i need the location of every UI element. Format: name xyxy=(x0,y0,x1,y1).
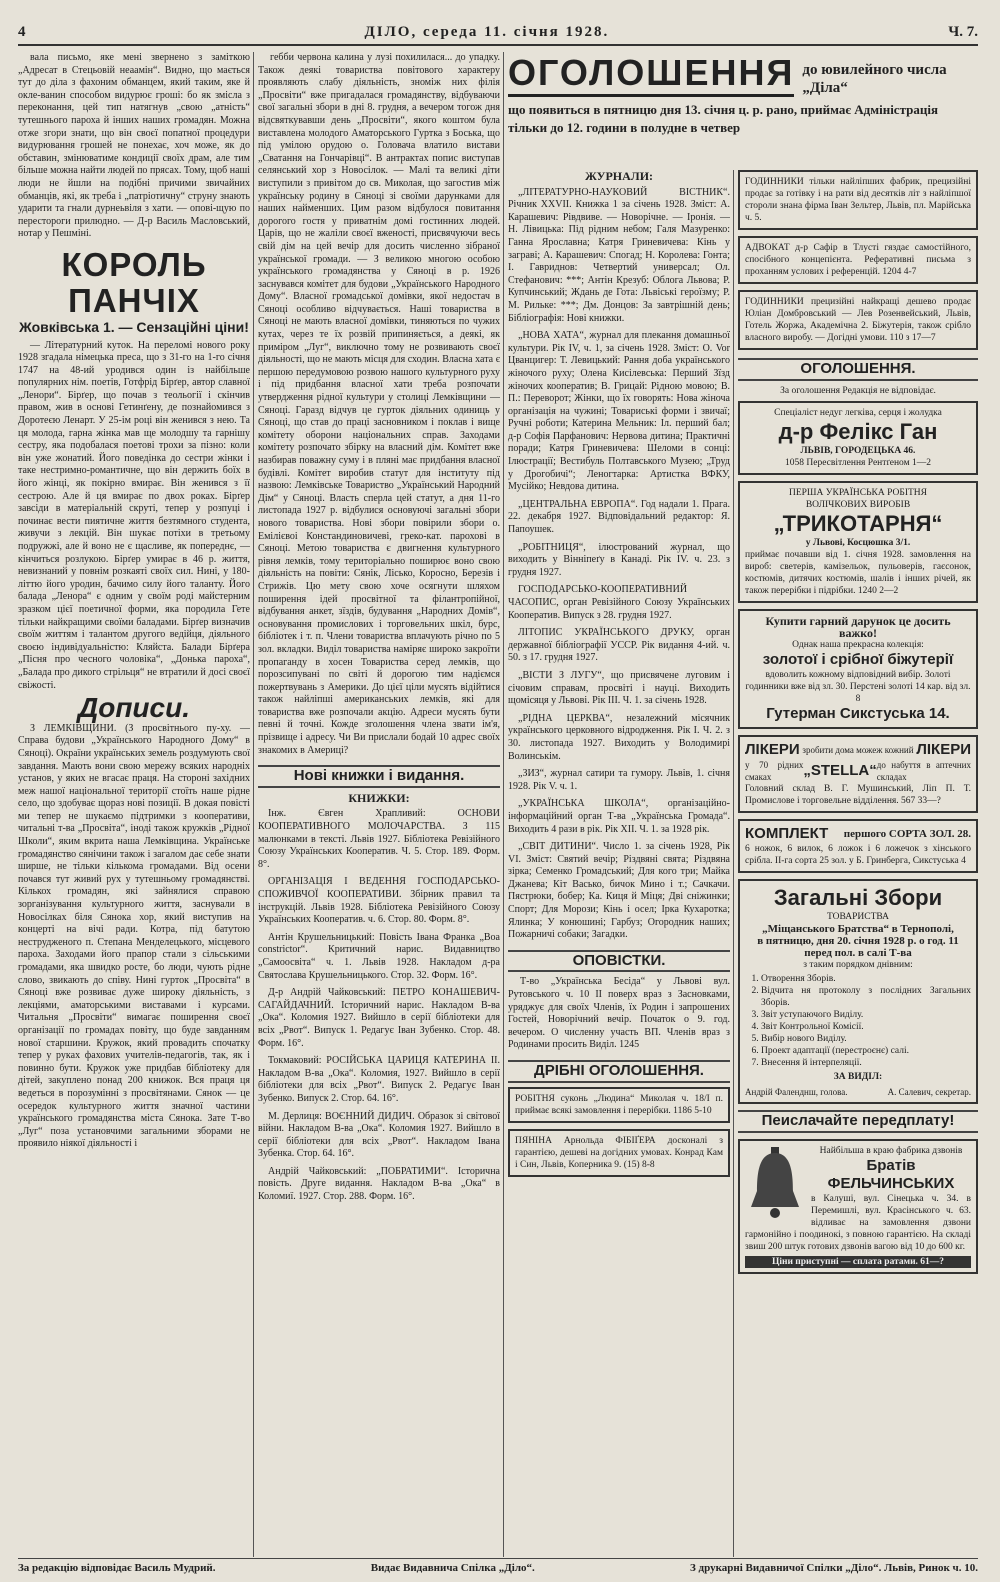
journal-entry: „ВІСТИ З ЛУГУ“, що присвячене луговим і січовим справам, просвіті і науці. Виходить щомісяця у Львові. Рік III. Ч. 1. за січень 1928. xyxy=(508,669,730,707)
journal-entry: „РОБІТНИЦЯ“, ілюстрований журнал, що виходить у Вінніпеґу в Канаді. Рік IV. ч. 23. з грудня 1927. xyxy=(508,541,730,578)
bell-body: в Калуші, вул. Сінецька ч. 34. в Перемишлі, вул. Красінського ч. 63. відливає на замовлення дзвони гармонійно і поодинокі, з повною гарантією. На складі звиш 200 штук готових дзвонів вагою від 10 до 600 кг. xyxy=(745,1193,971,1252)
book-entry: Д-р Андрій Чайковський: ПЕТРО КОНАШЕВИЧ-САГАЙДАЧНИЙ. Історичний нарис. Накладом В-ва „Ока“. Коломия 1927. Вийшло в серії бібліотеки для всіх „Рвот“. Випуск 1. Редагує Іван Зубенко. Стор. 48. Форм. 16°. xyxy=(258,987,500,1049)
column-2 xyxy=(258,52,500,1557)
tailor-ad xyxy=(508,1087,730,1123)
knitwear-line-2: ВОЛІЧКОВИХ ВИРОБІВ xyxy=(805,500,911,511)
column-3 xyxy=(508,52,730,1557)
jewelry-title: Купити гарний дарунок це досить важко! xyxy=(765,614,951,641)
assembly-title: Загальні Збори xyxy=(773,885,943,911)
assembly-agenda xyxy=(761,973,971,1069)
tailor-ad-text: РОБІТНЯ суконь „Людина“ Миколая ч. 18/І п. приймає всякі замовлення і перерібки. 1186 5-10 xyxy=(515,1093,723,1116)
watch-ad-2-text: ГОДИННИКИ прецизійні найкращі дешево продає Юліан Домбровський — Лев Розенвейський, Львів, Готель Жоржа, Академічна 2. Біжутерія, також срібло власного виробу. — Догідні умови. 110 з 17—7 xyxy=(745,297,971,343)
masthead-date: ДІЛО, середа 11. січня 1928. xyxy=(364,23,610,40)
agenda-item: 2. Відчита ня протоколу з послідних Загальних Зборів. xyxy=(761,985,971,1009)
jewelry-firm: Гутерман Сикстуська 14. xyxy=(766,705,950,723)
column-rule xyxy=(503,52,504,1557)
journal-entry: „ЗИЗ“, журнал сатири та гумору. Львів, 1. січня 1928. Рік V. ч. 1. xyxy=(508,768,730,792)
assembly-ad xyxy=(738,879,978,1104)
jewelry-items: золотої і срібної біжутерії xyxy=(762,651,954,669)
section-title-ads: ОГОЛОШЕННЯ. xyxy=(738,358,978,381)
liquor-right: до набуття в аптечних складах xyxy=(876,760,971,783)
journal-entry: „СВІТ ДИТИНИ“. Число 1. за січень 1928, Рік VI. Зміст: Святий вечір; Різдвяні свята; Різдвяна зірка; Семенко Громадський; Для кого три; Майка Джанева; Кіт Васько, бичок Мино і т.; Сачкачи. Пястрюки, бобер; Ка. Киця й Міця; Дві сніжинки; Спорт; Для Морози; Кінь і осел; Ірка Кухаротка; Ялинка; У конюшині; Гарбуз; Огородник наших; Пожарничі собаки; Загадки. xyxy=(508,841,730,941)
bell-title: Найбільша в краю фабрика дзвонів xyxy=(819,1145,963,1156)
watch-ad xyxy=(738,170,978,230)
doctor-ad xyxy=(738,401,978,475)
bell-firm: Братів ФЕЛЬЧИНСЬКИХ xyxy=(827,1156,955,1192)
bell-prices: Ціни приступні — сплата ратами. 61—? xyxy=(745,1256,971,1268)
jewelry-body: вдоволить кожному відповідний вибір. Золоті годинники вже від зл. 30. Перстені золоті 14 кар. від зл. 8 xyxy=(745,670,971,705)
cutlery-title: КОМПЛЕКТ xyxy=(745,825,829,843)
liquor-left: у 70 рідних смаках xyxy=(745,760,804,783)
agenda-item: 5. Вибір нового Виділу. xyxy=(761,1033,971,1045)
column-4 xyxy=(738,52,978,1557)
journal-entry: ЛІТОПИС УКРАЇНСЬКОГО ДРУКУ, орган державної бібліографії УССР. Рік видання 4-ий. ч. 50. з 17. грудня 1927. xyxy=(508,627,730,664)
stocking-ad-subtitle: Жовківська 1. — Сензаційні ціни! xyxy=(19,318,249,335)
jewelry-sub: Однак наша прекрасна колекція: xyxy=(792,640,924,651)
page-header xyxy=(18,20,978,46)
cutlery-body: 6 ножок, 6 вилок, 6 ложок і 6 ложечок з хінського срібла. II-га сорта 25 зол. у Б. Гринберга, Сикстуська 4 xyxy=(745,844,971,867)
doctor-specialty: Спеціаліст недуг легківа, серця і жолудка xyxy=(774,408,942,419)
journal-entry: ГОСПОДАРСЬКО-КООПЕРАТИВНИЙ ЧАСОПИС, орган Ревізійного Союзу Українських Кооператив. Випуск з 28. грудня 1927. xyxy=(508,584,730,621)
assembly-when: в пятницю, дня 20. січня 1928 р. о год. 11 перед пол. в салі Т-ва xyxy=(757,935,959,960)
journal-entry: „НОВА ХАТА“, журнал для плекання домашньої культури. Рік IV, ч. 1, за січень 1928. Зміст: О. Vor Цванцигер: Т. Левицький: Рання доба українського жіночого руху; Олена Кисілевська: Перший Зїзд жіночих кооператив; В. Грицай: Рідною мовою; В. П.: Переворот; Жінки, що їх говорять: Нова жіноча організація на чужині; Товариські форми і звичаї; Ручні роботи; Катерина Мельник: Іл. перший бал; д-р Софія Парфанович: Нервова дитина; Практичні поради; Катря Гриневичева: Шеломи в сонці: Ілюстрації; Вестибуль Полтавського Музею; „Труд у Дрогобичі“; Леногтарка: Артистка ВФКУ, Мусійко; Невдова дитина. xyxy=(508,330,730,493)
journals-label: ЖУРНАЛИ: xyxy=(584,169,654,183)
assembly-org-2: „Міщанського Братства“ в Тернополі, xyxy=(762,923,954,936)
issue-number: Ч. 7. xyxy=(948,23,978,40)
assembly-signature-2: А. Салевич, секретар. xyxy=(887,1087,971,1098)
lawyer-ad-text: АДВОКАТ д-р Сафір в Тлусті гяздає самостійного, спосібного концепієнта. Реферативні письма з проханням услових і референцій. 1204 4-7 xyxy=(745,243,971,277)
watch-ad-text: ГОДИННИКИ тільки найліпших фабрик, прецизійні продає за готівку і на рати від десятків літ з найліпшої стороли знана фірма Іван Зельтер, Львів, пл. Марійська ч. 5. xyxy=(745,177,971,223)
page-number: 4 xyxy=(18,23,26,40)
liquor-brand: „STELLA“ xyxy=(803,762,877,780)
ads-disclaimer: За оголошення Редакція не відповідає. xyxy=(780,385,936,396)
liquor-body: Головний склад В. Г. Мушинський, Ліп П. Т. Промислове і торговельне відділення. 567 33—? xyxy=(745,784,971,807)
watch-ad-2 xyxy=(738,290,978,350)
knitwear-line-1: ПЕРША УКРАЇНСЬКА РОБІТНЯ xyxy=(788,488,928,499)
book-entry: Антін Крушельницький: Повість Івана Франка „Boa constrictor“. Критичний нарис. Видавництво „Самоосвіта“ ч. 1. Львів 1928. Накладом д-ра Святослава Крушельницького. Стор. 32. Форм. 16°. xyxy=(258,931,500,981)
doctor-name: д-р Фелікс Ган xyxy=(778,419,938,445)
journal-entry: „ЦЕНТРАЛЬНА ЕВРОПА“. Год надали 1. Прага. 22. декабря 1927. Відповідальний редактор: Я. Папоушек. xyxy=(508,498,730,536)
letter-text: вала письмо, яке мені звернено з заміткою „Адресат в Стецьовій неаамін“. Видно, що мається тут до діла з фахоним обманцем, який таким, яке й окле-ванин способом видурює гроші: бо як змісла з переконання, цей тип натягнув „свою „атність“ тутешнього пароха й інших наших громадян. Можна отже згори знати, що він своєї попатної процедури видурювання грошей не понехає, хоч може, як до обставин, змінюватиме кондиції своїх драм, але тим більше можна найти людей по прясах. Тому, щоб наші люди не йшли на подібні причими звичайних обманців, які, як треба і „патріотичну“ струну знають ударити та гнали дурнеьвіля з хати. — опові-щую по перестороги прилюдно. — Д-р Василь Масловський, нотар у Пешміні. xyxy=(18,52,250,240)
bell-foundry-ad xyxy=(738,1139,978,1274)
announcement-title-suffix: до ювилейного числа „Діла“ xyxy=(802,62,947,96)
assembly-board: ЗА ВИДІЛ: xyxy=(833,1072,883,1083)
liquor-title-right: ЛІКЕРИ xyxy=(916,741,971,759)
book-entry: Інж. Євген Храпливий: ОСНОВИ КООПЕРАТИВНОГО МОЛОЧАРСТВА. З 115 малюнками в тексті. Львів 1927. Бібліотека Ревізійного Союзу Українських Кооператив. Ч. 5. Стор. 189. Форм. 8°. xyxy=(258,808,500,870)
column-1 xyxy=(18,52,250,1557)
jewelry-ad xyxy=(738,609,978,729)
journal-entry: „УКРАЇНСЬКА ШКОЛА“, організаційно-інформаційний орган Т-ва „Українська Громада“. Виходить 4 рази в рік. Рік XII. Ч. 1. за 1928 рік. xyxy=(508,798,730,835)
sianok-article-continued: гебби червона калина у лузі похилилася... до упадку. Також деякі товариства повітового характеру проявляють слабу діяльність, зноміж них філія „Просвіти“ вже пригадалася громадянству, відбуваючи свої загальні збори в дні 8. грудня, а вечером тогож дня відсвяткувавши день „Просвіти“, якого коштом була виставлена молодого Аматорського Гуртка з Боська, що під умілою орудою о. Головача влатило вистави „Сватання на Гончарівці“. В антрактах попис виступав селянський хор з Новосілок. — Малі та великі діти виступили з привітом до св. Миколая, що загостив між українську родину в Сяноці зі своїми дарунками для наших найменших. Цим разом відбулося повитання дорогого гостя у приватнім домі гостинних людей. Царів, що не жаліли своєї вженості, присвячуючи весь свій дім на цей вечір для досить численно зібраної української громади. — З великою многою особою українського громадянства у Сяноці в р. 1926 заснувався комітет для будови „Українського Народного Дому“. Власної громадської домівки, якої недостач в Сяноці особливо відчувається. Наші товариства в Сяноці не мають власної домівки, тиняються по чужих кутах, через те їх розвій припиняється, а деякі, як приміром „Луг“, виключно тому не розвивають своєї діяльності, що не мають місця для сходин. Власна хата є першою передумовою розвою нашого культурного руху і під придбання власної хати треба розпочати утвердження рідної культури у столиці Лемківщини — Сяноці. Гаразд відчув це гурток діяльних одиниць у Сяноці, що став до праці засновником і поклав і вище комітету оборони національних справ. Заходами комітету розпочато збірку на власний дім. Комітет вже назбирав поважну суму і в пляні має придбання власної будівлі. Комітет виробив статут для інституту під назвою: Лемківське Товариство „Український Народний Дім“ у Сяноці. Власть сперла цей статут, а дня 11-го листопада 1927 р. відбулися основуючі загальні збори нового товариства. Нові збори повірили збори о. Емілієвоі Констандиновичеві, греко-кат. парохові в Сяноці. Метою товариства є двигнення культурного рівня лемків, тому територіально поширює воно свою діяльність на повіти: Сянік, Лісько, Коросно, Березів і Стрижів. Цю мету свою хоче осягнути шляхом поширення ідей просвітної та філантропійної, відбування анкет, зїздів, будування „Народних Домів“, основування промислових і торговельних шкіл, бурс, бібліотек і т. п. Члени товариства вплачують річно по 5 зол. вкладки. Виділ товариства наміряє широко закроїти пропаганду в хосен Товариства серед лемків, що порозсипувані по світі й дорогою тим надіємся пожертвувань з Америки. До цієї ціли мусять відійтися також найліпші американських лемків, які для товариства вже розпочали акцію. Адреси мусять бути певні й точні. Кожде зголошення члена звати ім'я, прізвище і адресу. Чи Ви прислали бодай 10 адрес своїх знакомих в Америці? xyxy=(258,52,500,756)
notice-text: Т-во „Українська Бесіда“ у Львові вул. Рутовського ч. 10 ІІ поверх враз з Засновками, уряджує для своїх Членів, їх Родин і запрошених Гостей, Новорічний вечір. Початок о 9. год. вечером. О численну участь ВП. Членів враз з Родинами просить Виділ. 1245 xyxy=(508,976,730,1051)
doctor-address: ЛЬВІВ, ГОРОДЕЦЬКА 46. xyxy=(800,446,916,457)
footer-publisher: Видає Видавнича Спілка „Діло“. xyxy=(370,1562,535,1574)
knitwear-ad xyxy=(738,481,978,603)
lemkivshchyna-article: З ЛЕМКІВЩИНИ. (З просвітнього пу-ху. — Справа будови „Українського Народного Дому“ в Сяноці). Окраїни українських земель роздумують свої завдання. Мають вони свою мережу всяких народніх установ, у яких не вгасає праця. На стороні західних меж нашої національної території стоїть наше рідне село, що здобуває щораз нові позиції. В докая повісті ми тепер не шукаємо підтримки з кооперативи, читальні т-ва „Просвіта“, іноді також кружків „Рідної Школи“, яким вкрита наша Лемківщина. Українське громадянство сянічини також і загалом дає себе знати ширше, не тільки кількома громадами. Від осени почався тут живий рух у тутешньому громадянстві. Кількох громадян, які зайнялися справою зорганізування культурного життя, заснували в Новосілках біля Сянока хор, який виступив на концерті на вічі ради. Котра, під батутою неструдженого п. Степана Менделецького, місцевого пароха. Заходами його прапор стали з сільськими громадами, яка швидко росте, бо люди, чують рідне слово, звикають до співу. Нині гурток „Просвіта“ в Сяноці вже розвиває дуже широку діяльність, з лекціями, аматорськими виставами і курсами. Читальня „Просвіти“ вимагає поширення своєї організації по громадах повіту, що буде завданням нової старшини. Кружок, який провадить спочатку тепер у руках фахових учителів-педагогів, так, як і повинно бути. Кружок уже придбав бібліотеку для дітей, закуплено понад 200 книжок. Вся праця ця ведеться в порозумінні з просвітянами. Сянок — це осередок культурного життя значної частини українського громадянства міста Сянока. Зате Т-во „Луг“ поза установчими загальними зборами не проявило ніякої діяльності і xyxy=(18,722,250,1150)
liquor-ad xyxy=(738,735,978,813)
footer-editor: За редакцію відповідає Василь Мудрий. xyxy=(18,1562,216,1574)
doctor-xray: 1058 Пересвітлення Рентґеном 1—2 xyxy=(785,458,931,469)
books-label: КНИЖКИ: xyxy=(348,790,410,805)
agenda-item: 4. Звіт Контрольної Комісії. xyxy=(761,1021,971,1033)
assembly-agenda-label: з таким порядком днівним: xyxy=(803,960,913,971)
literary-article: — Літературний куток. На переломі нового року 1928 згадала німецька преса, що з 31-го на 1-го січня 1747 на 48-ий уродився один із найбільше популярних нім. поетів, Готфрід Бірґер, автор славної „Ленори“. Бірґер, що почав з теольогії і скінчив правом, жив в основі Гетинґену, де познайомився з Доротеєю Ленарт. У 25-ім році він женився з нею. Та ця молода, гарна жінка мав ще молодшу та гарнішу сестру, яка подобалася поетові трохи за пізно: коли він уже жонатий. Його поведінка до сестри жінки і таке нестримно-романтичне, що він держить боїх в його жінці, як покірно вмирає. Він женився з її сестрою. Але й ця вмирає по двох роках. Бірґер завсіди в матеріальній скруті, тепер у розпуці і починає вести пиятичне життя безтямного студента, живучи з лекцій. Він шукає потіхи в третьому подружжі, але й воно не є щасливе, як попереднє, — кінчиться розлукою. Бірґер умирає в 46 р. життя, невизнаний у повнім розкаяті своїх сил. Нині, у 180-літтю його уродин, бачимо силу його таланту. Його балада „Ленора“ є одним у своїм роді майстерним зразком цієї поетичної форми, яка породила Гете тільки найкращими своїми баладами. Бірґер визначив своїм життям і талантом другого ведійця, діяльного своєю індивідуальністю: Кляйста. Балади Бірґера „Пісня про чесного чоловіка“, „Донька пароха“, „Балада про дикого стрільця“ не втратили й досі своєї свіжості. xyxy=(18,339,250,691)
agenda-item: 7. Внесення й інтерпеляції. xyxy=(761,1057,971,1069)
agenda-item: 3. Звіт уступаючого Виділу. xyxy=(761,1009,971,1021)
journal-entry: „РІДНА ЦЕРКВА“, незалежний місячник українського церковного відродження. Рік І. Ч. 2. з 30. листопада 1927. Виходить у Володимирі Волинськім. xyxy=(508,712,730,762)
book-entry: ОРГАНІЗАЦІЯ І ВЕДЕННЯ ГОСПОДАРСЬКО-СПОЖИВЧОЇ КООПЕРАТИВИ. Збірник правил та інструкцій. Львів 1928. Бібліотека Ревізійного Союзу Українських Кооператив. ч. 6. Стор. 80. Форм. 8°. xyxy=(258,876,500,926)
page-footer xyxy=(18,1558,978,1582)
journal-entry: „ЛІТЕРАТУРНО-НАУКОВИЙ ВІСТНИК“. Річник XXVII. Книжка 1 за січень 1928. Зміст: А. Карашевич: Рівдвиве. — Новорічне. — Іронія. — Н. Лівицька: Під рідним небом; Галя Мазуренко: Ганна Ярославна; Катря Гриневичева: Кінь у загравi; А. Карашевич: Спогад; Н. Королева: Гонта; І. Гавриднов: Четвертий универсал; Ол. Стефанович: ***; Антін Крезуб: Облога Львова; Р. Купчинський; Ждань де Гота: Львіські героїзму; Р. М. Рильке: ***; Дм. Донцов: За завтрішній день; Бібліографія: Нові книжки. xyxy=(508,186,730,324)
knitwear-body: приймає почавши від 1. січня 1928. замовлення на вироб: светерів, камізельок, пульоверів, гаєсонок, костюмів, дитячих костюмів, шалів і інших річей, як також перерібки і підрібки. 1240 2—2 xyxy=(745,550,971,597)
stocking-ad-title: КОРОЛЬ ПАНЧІХ xyxy=(61,245,207,319)
subscribe-notice: Пеислачайте передплату! xyxy=(738,1110,978,1133)
column-rule xyxy=(733,170,734,1557)
footer-printer: З друкарні Видавничої Спілки „Діло“. Львів, Ринок ч. 10. xyxy=(689,1562,978,1574)
knitwear-name: „ТРИКОТАРНЯ“ xyxy=(773,511,943,537)
lawyer-ad xyxy=(738,236,978,284)
announcement-text: що появиться в пятницю дня 13. січня ц. р. рано, приймає Адміністрація тільки до 12. години в полудне в четвер xyxy=(508,102,938,135)
section-title-dopysy: Дописи. xyxy=(78,692,190,724)
liquor-title-left: ЛІКЕРИ xyxy=(745,741,800,759)
cutlery-sub: першого СОРТА ЗОЛ. 28. xyxy=(843,828,971,841)
announcement-title: ОГОЛОШЕННЯ xyxy=(508,52,794,97)
bell-icon xyxy=(745,1145,805,1225)
section-title-books: Нові книжки і видання. xyxy=(258,765,500,788)
assembly-org-1: ТОВАРИСТВА xyxy=(826,912,890,923)
book-entry: Токмаковий: РОСІЙСЬКА ЦАРИЦЯ КАТЕРИНА II. Накладом В-ва „Ока“. Коломия, 1927. Вийшло в серії бібліотеки для всіх „Рвот“. Випуск 2. Редагує Іван Зубенко. Випуск 2. Стор. 64. 16°. xyxy=(258,1055,500,1104)
cutlery-ad xyxy=(738,819,978,873)
book-entry: Андрій Чайковський: „ПОБРАТИМИ“. Історична повість. Друге видання. Накладом В-ва „Ока“ в Коломиї. 1927. Стор. 288. Форм. 16°. xyxy=(258,1165,500,1203)
agenda-item: 1. Отворення Зборів. xyxy=(761,973,971,985)
knitwear-address: у Львові, Косцюшка 3/1. xyxy=(805,538,911,549)
section-title-notices: ОПОВІСТКИ. xyxy=(508,950,730,973)
piano-ad-text: ПЯНІНА Арнольда ФІБІҐЕРА досконалі з гарантією, дешеві на догідних умовах. Конрад Кам і Син, Львів, Коперника 9. (15) 8-8 xyxy=(515,1135,723,1170)
piano-ad xyxy=(508,1129,730,1177)
agenda-item: 6. Проект адаптації (перестроєнє) салі. xyxy=(761,1045,971,1057)
assembly-signature-1: Андрій Фаленднш, голова. xyxy=(745,1087,848,1098)
section-title-small-ads: ДРІБНІ ОГОЛОШЕННЯ. xyxy=(508,1060,730,1083)
book-entry: М. Дерлиця: ВОЄННИЙ ДИДИЧ. Образок зі світової війни. Накладом В-ва „Ока“. Коломия 1927. Вийшло в серії бібліотеки для всіх „Рвот“. Накладом Івана Зубенка. Стор. 64. 16°. xyxy=(258,1110,500,1160)
column-rule xyxy=(253,52,254,1557)
liquor-mid: зробити дома можеж кожний xyxy=(802,745,914,756)
